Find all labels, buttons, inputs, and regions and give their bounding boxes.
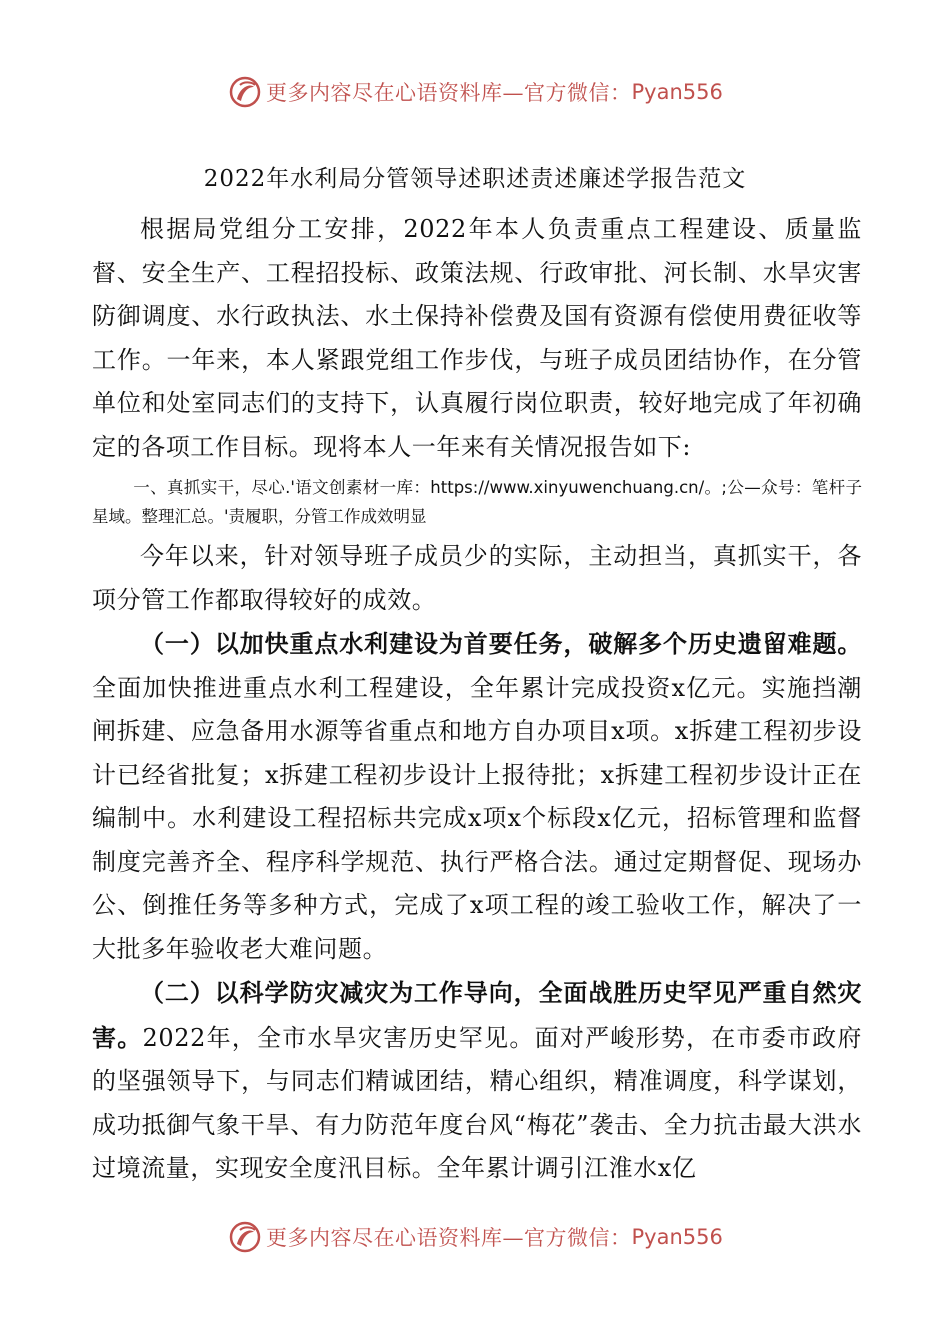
paragraph-item-1 <box>92 622 862 971</box>
banner-wechat-id: Pyan556 <box>631 80 723 104</box>
document-body <box>92 208 862 1191</box>
banner-wechat-id: Pyan556 <box>631 1225 723 1249</box>
paragraph-item-2 <box>92 971 862 1191</box>
document-title: 2022年水利局分管领导述职述责述廉述学报告范文 <box>203 166 747 192</box>
item-2-body: 2022年，全市水旱灾害历史罕见。面对严峻形势，在市委市政府的坚强领导下，与同志们精诚团结，精心组织，精准调度，科学谋划，成功抵御气象干旱、有力防范年度台风“梅花”袭击、全力抗击最大洪水过境流量，实现安全度汛目标。全年累计调引江淮水x亿 <box>92 1023 862 1182</box>
banner-text: 更多内容尽在心语资料库—官方微信： <box>266 81 632 105</box>
section-heading-1: 一、真抓实干，尽心.'语文创素材一库：https://www.xinyuwenchuang.cn/。;公—众号：笔杆子星域。整理汇总。'责履职，分管工作成效明显 <box>92 478 862 526</box>
footer-banner[interactable] <box>228 1219 723 1255</box>
header-banner[interactable] <box>228 74 723 110</box>
banner-text: 更多内容尽在心语资料库—官方微信： <box>266 1226 632 1250</box>
red-swirl-logo-icon <box>228 1220 262 1254</box>
red-swirl-logo-icon <box>228 75 262 109</box>
paragraph-intro: 根据局党组分工安排，2022年本人负责重点工程建设、质量监督、安全生产、工程招投标、政策法规、行政审批、河长制、水旱灾害防御调度、水行政执法、水土保持补偿费及国有资源有偿使用费征收等工作。一年来，本人紧跟党组工作步伐，与班子成员团结协作，在分管单位和处室同志们的支持下，认真履行岗位职责，较好地完成了年初确定的各项工作目标。现将本人一年来有关情况报告如下: <box>92 215 862 461</box>
item-2-heading: （二）以科学防灾减灾为工作导向，全面战胜历史罕见严重自然灾害。 <box>92 978 862 1052</box>
item-1-heading: （一）以加快重点水利建设为首要任务，破解多个历史遗留难题。 <box>140 629 862 658</box>
paragraph-summary: 今年以来，针对领导班子成员少的实际，主动担当，真抓实干，各项分管工作都取得较好的成效。 <box>92 542 862 614</box>
item-1-body: 全面加快推进重点水利工程建设，全年累计完成投资x亿元。实施挡潮闸拆建、应急备用水源等省重点和地方自办项目x项。x拆建工程初步设计已经省批复；x拆建工程初步设计上报待批；x拆建工程初步设计正在编制中。水利建设工程招标共完成x项x个标段x亿元，招标管理和监督制度完善齐全、程序科学规范、执行严格合法。通过定期督促、现场办公、倒推任务等多种方式，完成了x项工程的竣工验收工作，解决了一大批多年验收老大难问题。 <box>92 673 862 963</box>
